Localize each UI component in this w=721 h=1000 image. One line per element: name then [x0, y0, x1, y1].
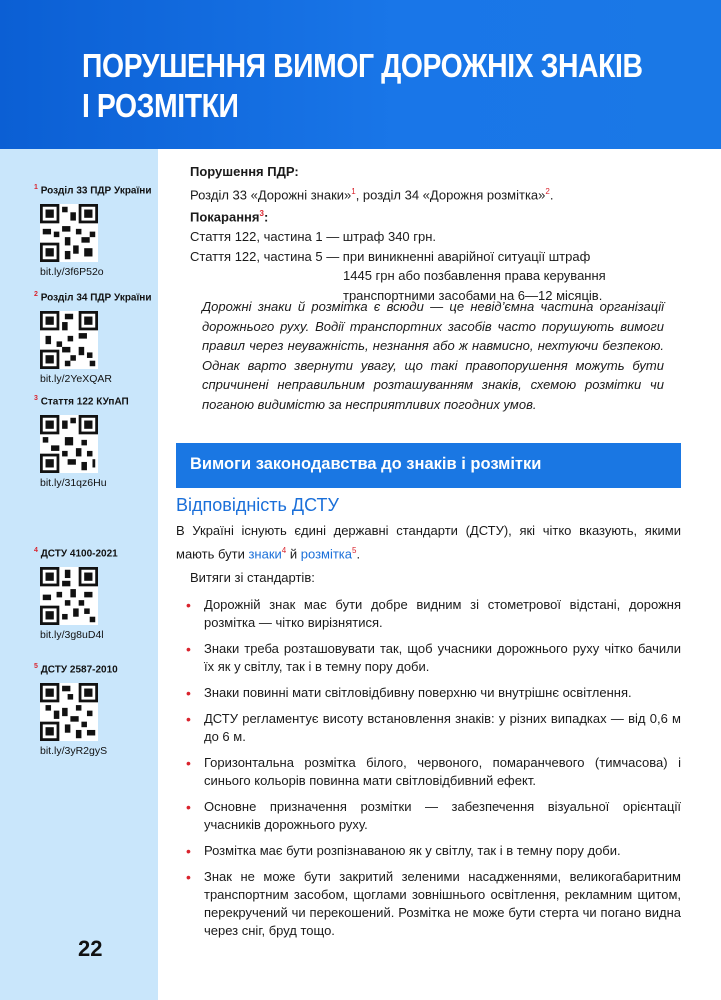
- ref-marker: 5: [352, 545, 357, 555]
- list-item: • ДСТУ регламентує висоту встановлення знаків: у різних випадках — від 0,6 м до 6 м.: [176, 710, 681, 746]
- sidebar: [0, 149, 158, 1000]
- qr-code-icon: [40, 311, 98, 369]
- title-line-2: І РОЗМІТКИ: [82, 87, 239, 124]
- qr-ref-3[interactable]: [34, 393, 144, 489]
- list-item: • Знаки треба розташовувати так, щоб учасники дорожнього руху чітко бачили їх як у світлу, так і в темну пору доби.: [176, 640, 681, 676]
- ref-marker: 3: [259, 209, 264, 219]
- qr-ref-1[interactable]: [34, 182, 152, 279]
- ref-label: Розділ 33 ПДР України: [40, 185, 152, 197]
- ref-number: 3: [34, 395, 38, 402]
- penalty-heading: Покарання$^3$:: [190, 209, 269, 225]
- qr-ref-4[interactable]: [34, 545, 144, 641]
- violation-block: [190, 162, 690, 305]
- ref-number: 4: [34, 547, 38, 554]
- intro-paragraph: Дорожні знаки й розмітка є всюди — це невід’ємна частина організації дорожнього руху. Водії транспортних засобів часто порушують вимоги правил через неуважність, незнання або ж навмисно, нехтуючи безпекою. Однак варто звернути увагу, що такі правопорушення можуть бути спричинені неправильним розташуванням знаків, схемою розмітки чи поганою видимістю за несприятливих погодних умов.: [202, 299, 664, 412]
- list-item: • Дорожній знак має бути добре видним зі стометрової відстані, дорожня розмітка — чітко вирізнятися.: [176, 596, 681, 632]
- penalty-line-3: 1445 грн або позбавлення права керування: [343, 268, 606, 284]
- violation-heading: Порушення ПДР:: [190, 164, 299, 179]
- page-title: [82, 46, 643, 126]
- marking-link[interactable]: розмітка: [300, 545, 353, 561]
- qr-code-icon: [40, 204, 98, 262]
- section-header-bar: [176, 443, 681, 488]
- ref-number: 2: [34, 291, 38, 298]
- list-item: • Горизонтальна розмітка білого, червоного, помаранчевого (тимчасова) і синього кольорів повинна мати світловідбивний ефект.: [176, 754, 681, 790]
- qr-code-icon: [40, 683, 98, 741]
- ref-label: ДСТУ 4100-2021: [40, 548, 118, 560]
- penalty-line-1: Стаття 122, частина 1 — штраф 340 грн.: [190, 229, 437, 245]
- list-item: • Основне призначення розмітки — забезпечення візуальної орієнтації учасників дорожнього руху.: [176, 798, 681, 834]
- subheading: Відповідність ДСТУ: [176, 495, 339, 515]
- ref-link[interactable]: bit.ly/2YeXQAR: [40, 373, 112, 386]
- ref-number: 1: [34, 184, 38, 191]
- ref-marker: 2: [545, 186, 550, 196]
- dstu-paragraph: В Україні існують єдині державні стандарти (ДСТУ), які чітко вказують, якими мають бути знаки$^4$ й розмітка$^5$.: [176, 523, 681, 561]
- ref-link[interactable]: bit.ly/3g8uD4l: [40, 629, 104, 642]
- title-line-1: ПОРУШЕННЯ ВИМОГ ДОРОЖНІХ ЗНАКІВ: [82, 47, 643, 84]
- page-number: 22: [78, 936, 103, 961]
- ref-number: 5: [34, 663, 38, 670]
- extract-label: Витяги зі стандартів:: [190, 570, 315, 585]
- ref-link[interactable]: bit.ly/3yR2gyS: [40, 745, 108, 758]
- penalty-line-2: Стаття 122, частина 5 — при виникненні аварійної ситуації штраф: [190, 248, 591, 264]
- standards-list: [176, 596, 681, 948]
- ref-label: Стаття 122 КУпАП: [40, 396, 129, 408]
- page-header: [0, 0, 721, 149]
- ref-label: Розділ 34 ПДР України: [40, 292, 152, 304]
- ref-link[interactable]: bit.ly/3f6P52o: [40, 266, 104, 279]
- ref-marker: 1: [351, 186, 356, 196]
- list-item: • Знаки повинні мати світловідбивну поверхню чи внутрішнє освітлення.: [176, 684, 681, 702]
- ref-marker: 4: [281, 545, 287, 555]
- penalty-line-4: транспортними засобами на 6—12 місяців.: [343, 287, 603, 303]
- qr-ref-5[interactable]: [34, 661, 144, 757]
- violation-sections: Розділ 33 «Дорожні знаки»$^1$, розділ 34 «Дорожня розмітка»$^2$.: [190, 186, 554, 202]
- qr-ref-2[interactable]: [34, 289, 152, 386]
- list-item: • Розмітка має бути розпізнаваною як у світлу, так і в темну пору доби.: [176, 842, 681, 860]
- qr-code-icon: [40, 567, 98, 625]
- qr-code-icon: [40, 415, 98, 473]
- ref-link[interactable]: bit.ly/31qz6Hu: [40, 477, 107, 490]
- list-item: • Знак не може бути закритий зеленими насадженнями, великогабаритним транспортним засобом, щоглами зовнішнього освітлення, рекламним щитом, перекручений чи перекошений. Розмітка не може бути стерта чи погано видна через сніг, бруд тощо.: [176, 868, 681, 940]
- signs-link[interactable]: знаки: [248, 545, 282, 561]
- section-title: Вимоги законодавства до знаків і розмітки: [190, 455, 542, 473]
- ref-label: ДСТУ 2587-2010: [40, 664, 118, 676]
